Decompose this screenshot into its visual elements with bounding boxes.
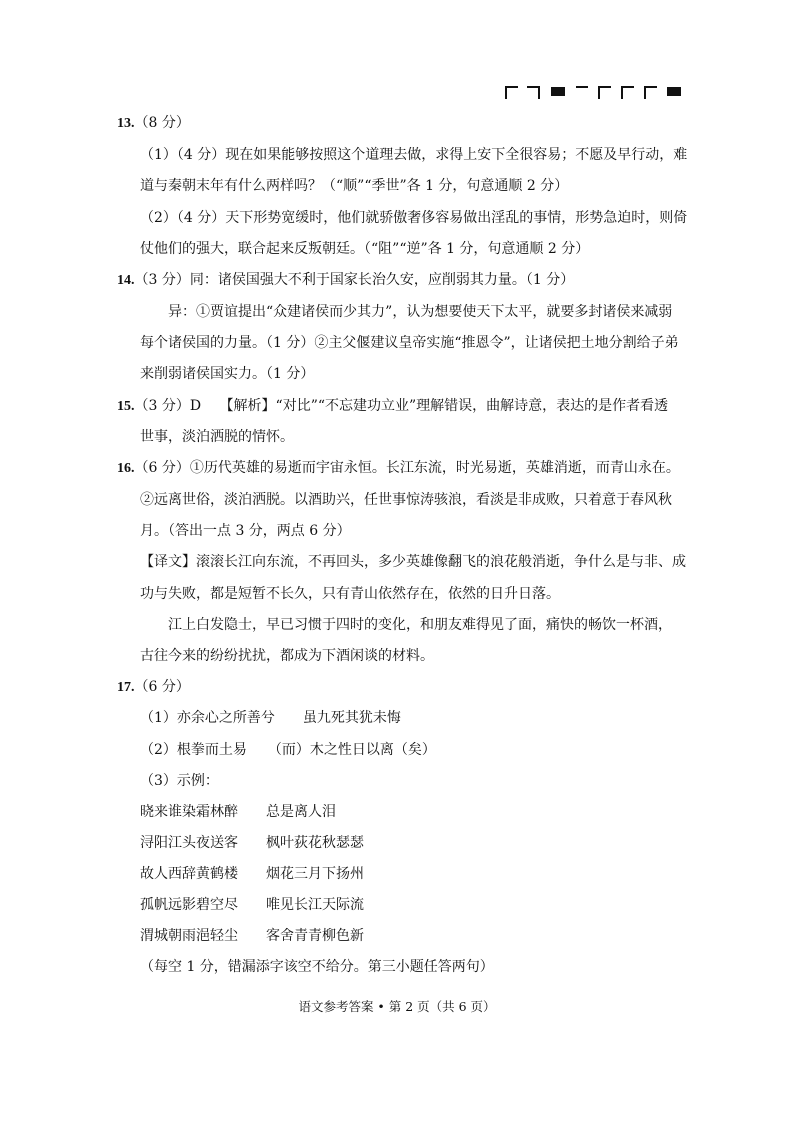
q17-example-1: 晓来谁染霜林醉 总是离人泪 <box>140 804 336 820</box>
q15-number: 15. <box>117 399 135 414</box>
q14-line-2: 异：①贾谊提出“众建诸侯而少其力”，认为想要使天下太平，就要多封诸侯来减弱 <box>168 304 673 320</box>
q13-answer-1-line-1: （1）（4 分）现在如果能够按照这个道理去做，求得上安下全很容易；不愿及早行动，难 <box>140 147 688 163</box>
q17-example-2: 浔阳江头夜送客 枫叶荻花秋瑟瑟 <box>140 835 364 851</box>
q17-score: （6 分） <box>134 679 190 695</box>
q13-number: 13. <box>117 116 135 131</box>
q17-sub-1: （1）亦余心之所善兮 虽九死其犹未悔 <box>140 710 401 726</box>
corner-mark <box>644 86 657 99</box>
q17-example-5: 渭城朝雨浥轻尘 客舍青青柳色新 <box>140 928 364 944</box>
corner-mark <box>505 86 518 99</box>
dash-mark <box>576 86 588 99</box>
q16-line-3: 月。（答出一点 3 分，两点 6 分） <box>140 523 351 539</box>
q16-translation-line-2: 功与失败，都是短暂不长久，只有青山依然存在，依然的日升日落。 <box>140 586 560 602</box>
q16-translation-line-1: 【译文】滚滚长江向东流，不再回头，多少英雄像翻飞的浪花般消逝，争什么是与非、成 <box>140 554 686 570</box>
q17-example-3: 故人西辞黄鹤楼 烟花三月下扬州 <box>140 866 364 882</box>
q17-sub-2: （2）根拳而土易 （而）木之性日以离（矣） <box>140 742 436 758</box>
q13-heading <box>117 113 190 134</box>
q16-line-1: （6 分）①历代英雄的易逝而宇宙永恒。长江东流，时光易逝，英雄消逝，而青山永在。 <box>134 460 680 476</box>
q17-sub-3: （3）示例： <box>140 773 219 789</box>
q15-heading <box>117 396 668 417</box>
q16-heading <box>117 458 680 479</box>
q15-line-2: 世事，淡泊洒脱的情怀。 <box>140 429 294 445</box>
q14-line-1: （3 分）同：诸侯国强大不利于国家长治久安，应削弱其力量。（1 分） <box>134 272 575 288</box>
q14-line-4: 来削弱诸侯国实力。（1 分） <box>140 366 315 382</box>
page-footer: 语文参考答案 • 第 2 页（共 6 页） <box>298 999 496 1014</box>
q16-line-2: ②远离世俗，淡泊洒脱。以酒助兴，任世事惊涛骇浪，看淡是非成败，只着意于春风秋 <box>140 492 672 508</box>
q13-answer-1-line-2: 道与秦朝末年有什么两样吗？（“顺”“季世”各 1 分，句意通顺 2 分） <box>140 178 569 194</box>
block-mark <box>667 87 681 96</box>
page-registration-marks <box>505 86 685 100</box>
q17-scoring-note: （每空 1 分，错漏添字该空不给分。第三小题任答两句） <box>140 959 494 975</box>
q16-translation-line-4: 古往今来的纷纷扰扰，都成为下酒闲谈的材料。 <box>140 648 434 664</box>
q14-heading <box>117 270 574 291</box>
q13-score: （8 分） <box>134 115 190 131</box>
q16-number: 16. <box>117 461 135 476</box>
q17-example-4: 孤帆远影碧空尽 唯见长江天际流 <box>140 897 364 913</box>
q13-answer-2-line-2: 仗他们的强大，联合起来反叛朝廷。（“阻”“逆”各 1 分，句意通顺 2 分） <box>140 241 590 257</box>
block-mark <box>551 87 565 96</box>
q14-line-3: 每个诸侯国的力量。（1 分）②主父偃建议皇帝实施“推恩令”，让诸侯把土地分割给子弟 <box>140 335 679 351</box>
q15-line-1: （3 分）D 【解析】“对比”“不忘建功立业”理解错误，曲解诗意，表达的是作者看透 <box>134 398 669 414</box>
q17-number: 17. <box>117 680 135 695</box>
q16-translation-line-3: 江上白发隐士，早已习惯于四时的变化，和朋友难得见了面，痛快的畅饮一杯酒， <box>168 617 672 633</box>
corner-mark <box>527 86 540 99</box>
q13-answer-2-line-1: （2）（4 分）天下形势宽缓时，他们就骄傲奢侈容易做出淫乱的事情，形势急迫时，则倚 <box>140 210 688 226</box>
q17-heading <box>117 677 190 698</box>
corner-mark <box>598 86 611 99</box>
q14-number: 14. <box>117 273 135 288</box>
corner-mark <box>621 86 634 99</box>
